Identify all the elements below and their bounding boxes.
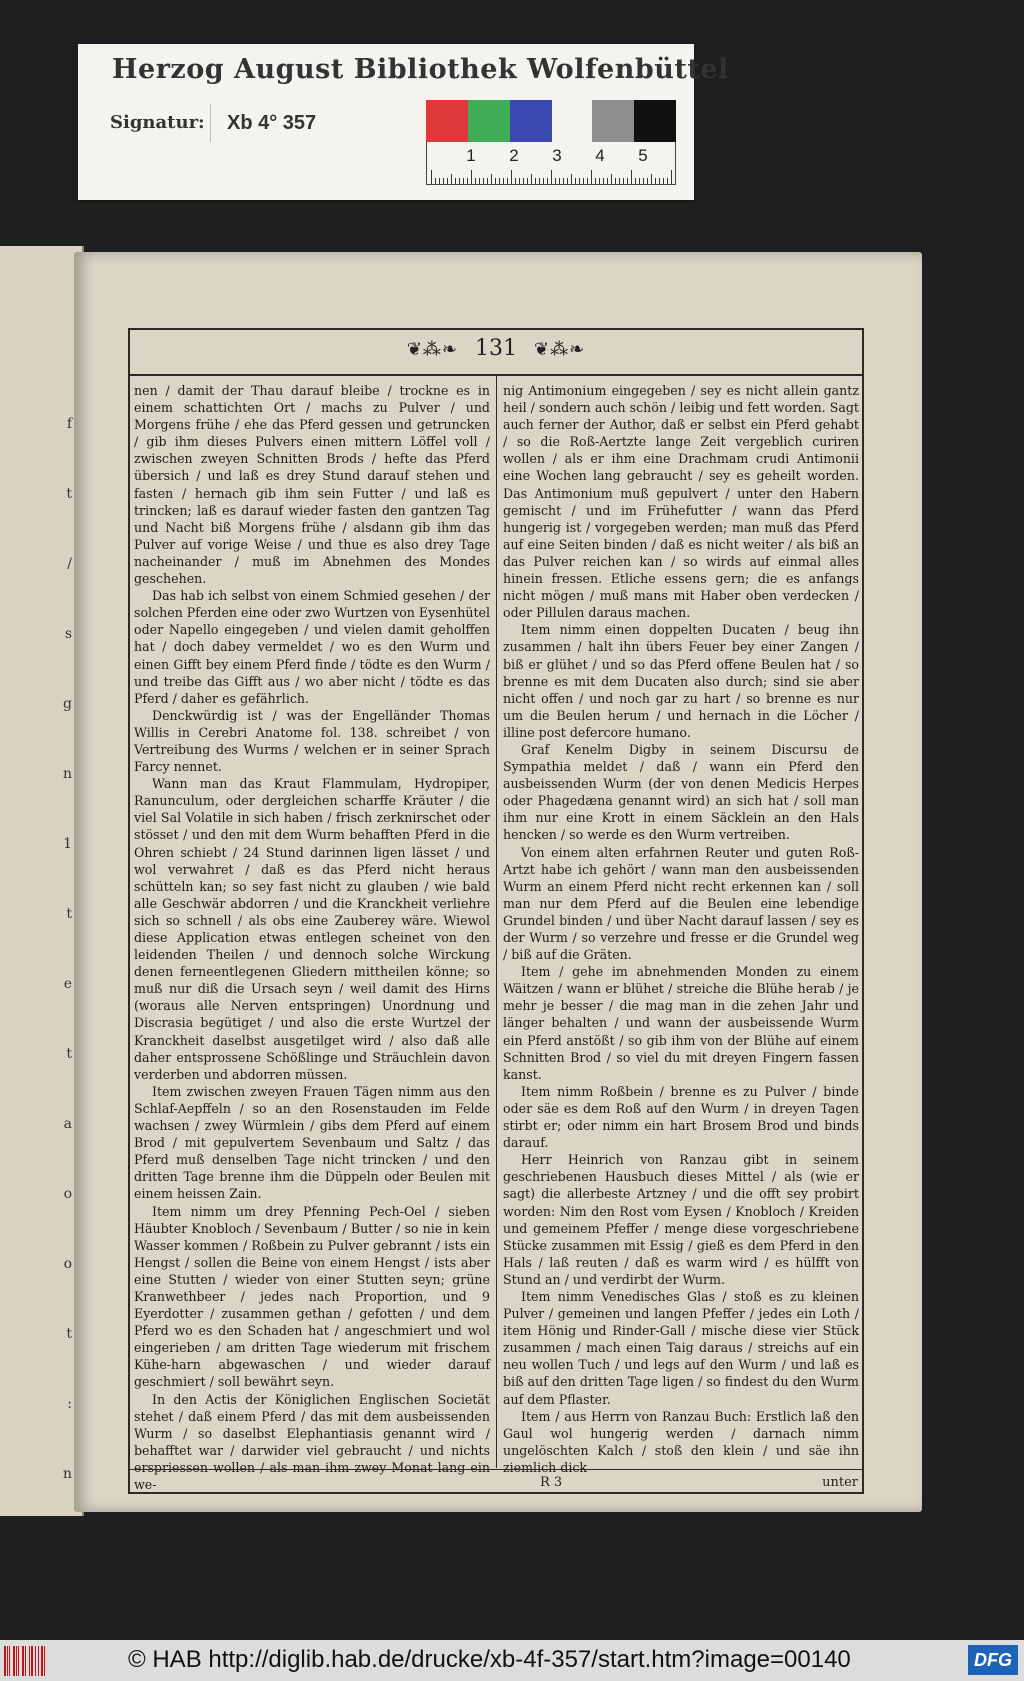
catchword: unter [822, 1475, 858, 1490]
scale-tick [431, 170, 432, 184]
scale-tick [443, 178, 444, 184]
scale-tick [547, 178, 548, 184]
paragraph: Von einem alten erfahrnen Reuter und guten Roß-Artzt habe ich gehört / wann man den ausbeissenden Wurm an einem Pferd nicht recht erkennen kan / soll man nur dem Pferd auf die Beulen eine lebendige Grundel binden / und über Nacht darauf lassen / sey es der Wurm / so verzehre und fresse er die Grundel weg / biß auf die Gräten. [503, 844, 859, 963]
color-swatch [552, 100, 592, 142]
facing-page-glyph: a [63, 1116, 72, 1132]
facing-page-glyph: / [67, 556, 72, 572]
scale-tick [655, 178, 656, 184]
scale-tick [651, 174, 652, 184]
scale-tick [515, 178, 516, 184]
paragraph: nen / damit der Thau darauf bleibe / trockne es in einem schattichten Ort / machs zu Pulver / und Morgens frühe / ehe das Pferd gessen und getruncken / gib ihm dieses Pulvers einen mittern Löffel voll / zwischen zweyen Schnitten Brods / hefte das Pferd übersich / und laß es drey Stund darauf stehen und fasten / hernach gib ihm sein Futter / und laß es trincken; laß es darauf wieder fasten den gantzen Tag und Nacht biß Morgens frühe / alsdann gib ihm das Pulver auf vorige Weise / und thue es also drey Tage nacheinander / muß im Abnehmen des Mondes geschehen. [134, 383, 490, 587]
paragraph: Graf Kenelm Digby in seinem Discursu de Sympathia meldet / daß / wann ein Pferd den ausbeissenden Wurm (der von denen Medicis Herpes oder Phagedæna genannt wird) an sich hat / soll man ihm nur eine Krott in einem Säcklein an den Hals hencken / so werde es den Wurm vertreiben. [503, 741, 859, 843]
scale-tick [487, 178, 488, 184]
scale-tick [611, 174, 612, 184]
copyright-url[interactable]: © HAB http://diglib.hab.de/drucke/xb-4f-357/start.htm?image=00140 [128, 1646, 851, 1673]
scale-tick [503, 178, 504, 184]
scale-tick [643, 178, 644, 184]
scale-tick [523, 178, 524, 184]
scale-tick [459, 178, 460, 184]
paragraph: Wann man das Kraut Flammulam, Hydropiper, Ranunculum, oder dergleichen scharffe Kräuter / die viel Sal Volatile in sich haben / frisch zerknirschet oder stösset / und den mit dem Wurm behafften Pferd in die Ohren schiebt / 24 Stund darinnen ligen lässet / und wol verwahret / daß es das Pferd nicht heraus schütteln kan; so sey fast nicht zu glauben / wie bald alle Geschwär abdorren / und die Kranckheit verliehre sich so schnell / als obs eine Zauberey wäre. Wiewol diese Application etwas entlegen scheinet von den leidenden Theilen / und dennoch solche Wirckung denen ferneentlegenen Gliedern mittheilen könne; so muß nur diß die Ursach seyn / weil damit des Hirns (woraus alle Nerven entspringen) Unordnung und Discrasia begütiget / und also die erste Wurtzel der Kranckheit daselbst ausgetilget wird / also daß alle daher entsprossene Schößlinge und Sträuchlein davon verderben und abdorren müssen. [134, 776, 490, 1082]
measurement-scale [426, 142, 676, 185]
scale-tick [619, 178, 620, 184]
dfg-logo: DFG [968, 1645, 1018, 1675]
scale-tick [663, 178, 664, 184]
scale-tick [491, 174, 492, 184]
scale-tick [455, 178, 456, 184]
scale-tick [635, 178, 636, 184]
facing-page-glyph: g [63, 696, 72, 712]
paragraph: Item nimm Venedisches Glas / stoß es zu kleinen Pulver / gemeinen und langen Pfeffer / jedes ein Loth / item Hönig und Rinder-Gall / mische diese vier Stück zusammen / mach einen Taig daraus / streichs auf ein neu wollen Tuch / und legs auf den Wurm / und laß es biß auf den dritten Tage ligen / so findest du den Wurm auf dem Pflaster. [503, 1288, 859, 1407]
column-divider [496, 376, 497, 1468]
facing-page-glyph: : [67, 1396, 72, 1412]
paragraph: Item / aus Herrn von Ranzau Buch: Erstlich laß den Gaul wol hungerig werden / darnach nimm ungelöschten Kalch / stoß den klein / und säe ihn ziemlich dick [503, 1408, 859, 1475]
paragraph: Item nimm um drey Pfenning Pech-Oel / sieben Häubter Knobloch / Sevenbaum / Butter / so nie in kein Wasser kommen / Roßbein zu Pulver gebrannt / ists ein Hengst / sollen die Beine von einem Hengst / ists aber eine Stutten / wieder von einer Stutten seyn; grüne Kranwethbeer / jedes nach Proportion, und 9 Eyerdotter / zusammen gethan / gefotten / und dem Pferd wo es den Schaden hat / angeschmiert und wol eingerieben / am dritten Tage wiederum mit frischem Kühe-harn abgewaschen / und wieder darauf geschmiert / soll bewährt seyn. [134, 1203, 490, 1390]
paragraph: nig Antimonium eingegeben / sey es nicht allein gantz heil / sondern auch schön / leibig und fett worden. Sagt auch ferner der Author, daß er selbst ein Pferd gehabt / so die Roß-Aertzte lange Zeit vergeblich curiren wollen / als er ihm eine Drachmam crudi Antimonii eine Wochen lang gebraucht / sey es geheilt worden. Das Antimonium muß gepulvert / unter den Habern gemischt / und im Frühefutter / wann das Pferd hungerig ist / vorgegeben werden; man muß das Pferd auf eine Seiten binden / daß es nicht weiter / als biß an das Pulver reichen kan / so wirds auf einmal alles hinein fressen. Etliche essens gern; die es anfangs nicht mögen / muß mans mit Haber oben verdecken / oder Pillulen daraus machen. [503, 383, 859, 621]
facing-page-glyph: n [62, 766, 72, 782]
color-swatch [634, 100, 676, 142]
text-column-left [134, 382, 490, 1492]
scale-tick [595, 178, 596, 184]
scale-tick [531, 174, 532, 184]
color-calibration-strip [426, 100, 676, 142]
scale-tick [543, 178, 544, 184]
facing-page-glyph: e [63, 976, 72, 992]
scale-tick [571, 174, 572, 184]
facing-page-glyph: o [63, 1256, 72, 1272]
color-swatch [592, 100, 634, 142]
scale-tick [471, 170, 472, 184]
scale-number: 3 [552, 146, 562, 165]
scale-tick [475, 178, 476, 184]
facing-page-glyph: t [66, 486, 72, 502]
library-label-card [78, 44, 729, 200]
text-column-right [503, 382, 859, 1475]
scale-tick [639, 178, 640, 184]
scale-tick [583, 178, 584, 184]
scale-tick [507, 178, 508, 184]
scale-number: 2 [509, 146, 519, 165]
scale-number: 5 [638, 146, 648, 165]
paragraph: Item zwischen zweyen Frauen Tägen nimm aus den Schlaf-Aepffeln / so an den Rosenstauden im Felde wachsen / zwey Würmlein / gibs dem Pferd auf einem Brod / mit gepulvertem Sevenbaum und Saltz / das Pferd muß denselben Tage nicht trincken / und den dritten Tage brenne ihm die Düppeln oder Beulen mit einem heissen Zain. [134, 1083, 490, 1202]
barcode-icon [4, 1646, 48, 1676]
scale-tick [439, 178, 440, 184]
scale-tick [603, 178, 604, 184]
header-ornament-left-icon: ❦⁂❧ [406, 339, 458, 360]
scale-tick [539, 178, 540, 184]
color-swatch [468, 100, 510, 142]
scale-tick [667, 178, 668, 184]
paragraph: Item nimm einen doppelten Ducaten / beug ihn zusammen / halt ihn übers Feuer bey einer Zangen / biß er glühet / und so das Pferd offene Beulen hat / so brenne es mit dem Ducaten also durch; sind sie aber nicht offen / und noch gar zu hart / so brenne es nur um die Beulen herum / und hernach in die Löcher / illine post defercore humano. [503, 622, 859, 740]
scale-tick [587, 178, 588, 184]
scale-tick [467, 178, 468, 184]
scale-tick [527, 178, 528, 184]
scale-tick [519, 178, 520, 184]
scale-tick [535, 178, 536, 184]
scale-number: 1 [466, 146, 476, 165]
scale-tick [555, 178, 556, 184]
scale-tick [607, 178, 608, 184]
paragraph: Denckwürdig ist / was der Engelländer Thomas Willis in Cerebri Anatome fol. 138. schreibet / von Vertreibung des Wurms / welchen er in seiner Sprach Farcy nennet. [134, 707, 490, 775]
scale-tick [483, 178, 484, 184]
scale-tick [447, 178, 448, 184]
scale-number: 4 [595, 146, 605, 165]
scale-tick [591, 170, 592, 184]
facing-page-glyph: n [62, 1466, 72, 1482]
color-swatch [510, 100, 552, 142]
facing-page-glyph: t [66, 906, 72, 922]
scale-tick [563, 178, 564, 184]
scale-tick [575, 178, 576, 184]
header-ornament-right-icon: ❦⁂❧ [534, 339, 586, 360]
scale-tick [659, 178, 660, 184]
footer-bar [0, 1640, 1024, 1681]
scale-tick [559, 178, 560, 184]
paragraph: Das hab ich selbst von einem Schmied gesehen / der solchen Pferden eine oder zwo Wurtzen von Eysenhütel oder Napello eingegeben / und vielen damit geholffen hat / doch dabey vermeldet / wo es den Wurm und einen Gifft bey einem Pferd finde / tödte es den Wurm / und treibe das Gifft aus / wo aber nicht / tödte es das Pferd / daher es gefährlich. [134, 588, 490, 706]
scale-tick [579, 178, 580, 184]
paragraph: Item nimm Roßbein / brenne es zu Pulver / binde oder säe es dem Roß auf den Wurm / in dreyen Tagen stirbt er; oder nimm ein hart Brosem Brod und binds darauf. [503, 1083, 859, 1151]
footer-rule [130, 1469, 862, 1470]
facing-page-glyph: s [64, 626, 72, 642]
color-swatch [426, 100, 468, 142]
scale-tick [551, 170, 552, 184]
scale-tick [499, 178, 500, 184]
paragraph: Herr Heinrich von Ranzau gibt in seinem geschriebenen Hausbuch dieses Mittel / als (wie er sagt) die allerbeste Artzney / und die offt sey probirt worden: Nim den Rost vom Eysen / Knobloch / Kreiden und gemeinem Pfeffer / menge diese vorgeschriebene Stücke zusammen mit Essig / gieß es dem Pferd in den Hals / laß reuten / daß es warm wird / es hülfft von Stund an / und verdirbt der Wurm. [503, 1152, 859, 1287]
scale-tick [671, 170, 672, 184]
scale-tick [435, 178, 436, 184]
scale-tick [623, 178, 624, 184]
scale-tick [627, 178, 628, 184]
facing-page-glyph: t [66, 1326, 72, 1342]
scale-tick [631, 170, 632, 184]
page-number: 131 [475, 336, 517, 361]
scale-tick [479, 178, 480, 184]
facing-page-glyph: o [63, 1186, 72, 1202]
scale-tick [463, 178, 464, 184]
facing-page-glyph: t [66, 1046, 72, 1062]
scale-tick [647, 178, 648, 184]
facing-page-glyph: f [66, 416, 72, 432]
scale-tick [511, 170, 512, 184]
scale-tick [567, 178, 568, 184]
scale-tick [451, 174, 452, 184]
book-page [74, 252, 922, 1512]
page-header [130, 336, 862, 361]
paragraph: In den Actis der Königlichen Englischen Societät stehet / daß einem Pferd / das mit dem ausbeissenden Wurm / so daselbst Elephantiasis genannt wird / behafftet war / darwider viel gebraucht / und nichts erspriessen wollen / als man ihm zwey Monat lang ein we- [134, 1391, 490, 1492]
facing-page-glyph: 1 [63, 836, 72, 852]
library-name: Herzog August Bibliothek Wolfenbüttel [112, 54, 729, 85]
facing-page-edge [0, 246, 84, 1516]
scale-tick [615, 178, 616, 184]
text-frame [128, 328, 864, 1494]
scale-tick [495, 178, 496, 184]
signature-value: Xb 4° 357 [210, 104, 418, 142]
signature-mark: R 3 [540, 1475, 563, 1490]
signature-label: Signatur: [110, 112, 205, 133]
scale-tick [599, 178, 600, 184]
paragraph: Item / gehe im abnehmenden Monden zu einem Wäitzen / wann er blühet / streiche die Blühe herab / je mehr je besser / die mag man in die zehen Jahr und länger behalten / und wann der ausbeissende Wurm ein Pferd anstößt / so gib ihm von der Blühe auf einem Schnitten Brod / so viel du mit dreyen Fingern fassen kanst. [503, 964, 859, 1082]
